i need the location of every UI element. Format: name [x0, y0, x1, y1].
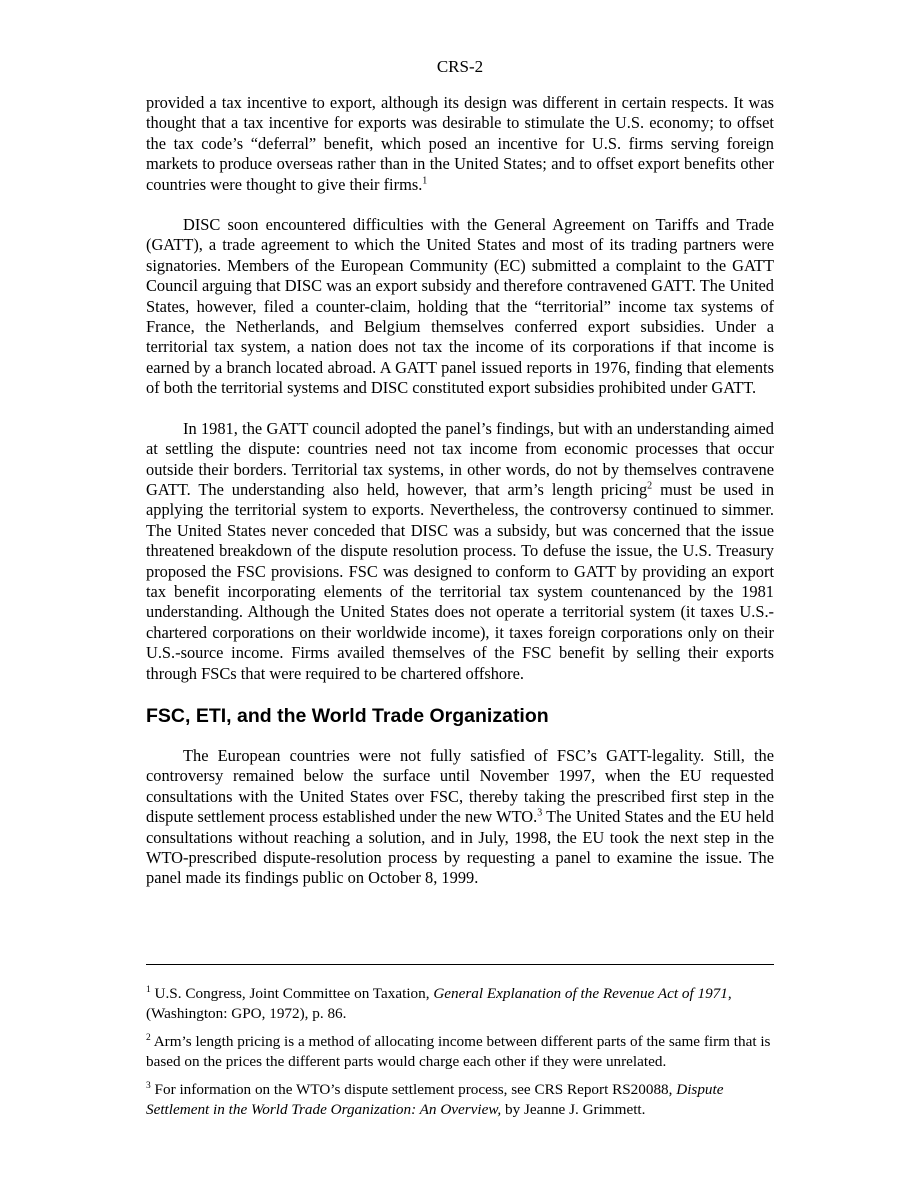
footnote-1-number: 1 [146, 984, 151, 995]
footnote-2-number: 2 [146, 1032, 151, 1043]
paragraph-3 [146, 419, 774, 684]
footnote-3-title: Dispute Settlement in the World Trade Organization: An Overview, [146, 1081, 724, 1118]
footnote-3 [146, 1080, 774, 1119]
paragraph-4-text-a: The European countries were not fully satisfied of FSC’s GATT-legality. Still, the controversy remained below the surface until November 1997, when the EU requested consultations with the United States over FSC, thereby taking the prescribed first step in the dispute settlement process established under the new WTO. [146, 745, 774, 827]
footnote-ref-3: 3 [537, 807, 543, 819]
footnote-2 [146, 1032, 774, 1071]
footnote-1-title: General Explanation of the Revenue Act of 1971 [433, 985, 728, 1002]
paragraph-4 [146, 746, 774, 889]
main-body [146, 93, 774, 889]
footnote-3-text-b: by Jeanne J. Grimmett. [501, 1100, 646, 1118]
footnote-2-text: Arm’s length pricing is a method of allocating income between different parts of the same firm that is based on the prices the different parts would charge each other if they were unrelated. [146, 1033, 771, 1070]
footnote-1-text-b: , (Washington: GPO, 1972), p. 86. [146, 985, 732, 1022]
paragraph-1-text: provided a tax incentive to export, although its design was different in certain respects. It was thought that a tax incentive for exports was desirable to stimulate the U.S. economy; to offset the tax code’s “deferral” benefit, which posed an incentive for U.S. firms serving foreign markets to produce overseas rather than in the United States; and to offset export benefits other countries were thought to give their firms. [146, 93, 774, 194]
section-heading: FSC, ETI, and the World Trade Organization [146, 704, 549, 727]
paragraph-3-text-a: In 1981, the GATT council adopted the panel’s findings, but with an understanding aimed at settling the dispute: countries need not tax income from economic processes that occur outside their borders. Territorial tax systems, in other words, do not by themselves contravene GATT. The understanding also held, however, that arm’s length pricing [146, 418, 774, 499]
footnote-1 [146, 984, 774, 1023]
footnote-1-text-a: U.S. Congress, Joint Committee on Taxation, [154, 985, 434, 1002]
page-number-header: CRS-2 [436, 57, 484, 76]
paragraph-2-text: DISC soon encountered difficulties with the General Agreement on Tariffs and Trade (GATT), a trade agreement to which the United States and most of its trading partners were signatories. Members of the European Community (EC) submitted a complaint to the GATT Council arguing that DISC was an export subsidy and therefore contravened GATT. The United States, however, filed a counter-claim, holding that the “territorial” income tax systems of France, the Netherlands, and Belgium themselves conferred export subsidies. Under a territorial tax system, a nation does not tax the income of its corporations if that income is earned by a branch located abroad. A GATT panel issued reports in 1976, finding that elements of both the territorial systems and DISC constituted export subsidies prohibited under GATT. [146, 215, 774, 398]
footnotes-section [146, 984, 774, 1119]
footnote-ref-1: 1 [422, 175, 428, 187]
footnote-3-number: 3 [146, 1080, 151, 1091]
footnote-divider [146, 964, 774, 965]
paragraph-2 [146, 215, 774, 399]
footnote-3-text-a: For information on the WTO’s dispute settlement process, see CRS Report RS20088, [154, 1081, 677, 1098]
paragraph-3-text-b: must be used in applying the territorial system to exports. Nevertheless, the controversy continued to simmer. The United States never conceded that DISC was a subsidy, but was concerned that the issue threatened breakdown of the dispute resolution process. To defuse the issue, the U.S. Treasury proposed the FSC provisions. FSC was designed to conform to GATT by providing an export tax benefit incorporating elements of the territorial tax system countenanced by the 1981 understanding. Although the United States does not operate a territorial system (it taxes U.S.-chartered corporations on their worldwide income), it taxes foreign corporations only on their U.S.-source income. Firms availed themselves of the FSC benefit by selling their exports through FSCs that were required to be chartered offshore. [146, 479, 775, 683]
paragraph-1 [146, 93, 774, 195]
paragraph-4-text-b: The United States and the EU held consultations without reaching a solution, and in July, 1998, the EU took the next step in the WTO-prescribed dispute-resolution process by requesting a panel to examine the issue. The panel made its findings public on October 8, 1999. [146, 807, 774, 888]
footnote-ref-2: 2 [647, 480, 653, 492]
